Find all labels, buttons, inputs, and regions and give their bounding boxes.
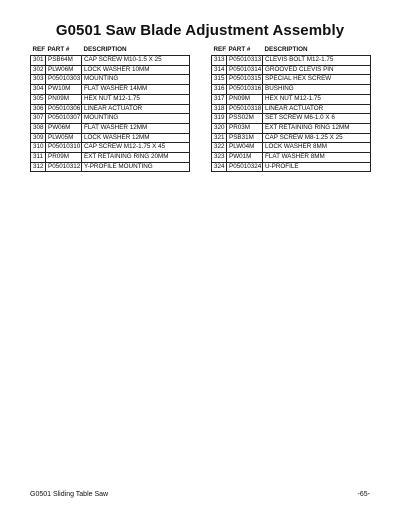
parts-table-left [30,44,190,172]
cell-part: PLW06M [46,65,82,75]
cell-part: PW10M [46,85,82,95]
cell-ref: 315 [212,75,227,85]
table-row [31,114,190,124]
table-row [212,94,371,104]
header-ref: REF [213,45,227,53]
cell-ref: 322 [212,143,227,153]
cell-part: P05010307 [46,114,82,124]
cell-description: Y-PROFILE MOUNTING [82,162,190,172]
table-row [212,75,371,85]
cell-ref: 312 [31,162,46,172]
cell-ref: 316 [212,85,227,95]
cell-description: CLEVIS BOLT M12-1.75 [263,56,371,66]
cell-description: FLAT WASHER 8MM [263,153,371,163]
table-header [31,44,190,56]
cell-ref: 317 [212,94,227,104]
cell-ref: 304 [31,85,46,95]
cell-ref: 308 [31,123,46,133]
cell-part: PW01M [227,153,263,163]
table-row [31,85,190,95]
table-row [31,123,190,133]
cell-ref: 324 [212,162,227,172]
cell-description: EXT RETAINING RING 12MM [263,123,371,133]
cell-part: PW06M [46,123,82,133]
table-row [212,85,371,95]
footer-page-number: -65- [357,491,370,498]
table-row [212,104,371,114]
table-row [31,65,190,75]
table-row [31,75,190,85]
cell-ref: 302 [31,65,46,75]
cell-part: P05010314 [227,65,263,75]
table-row [212,153,371,163]
table-row [31,143,190,153]
header-description: DESCRIPTION [83,45,127,53]
cell-part: P05010312 [46,162,82,172]
cell-description: EXT RETAINING RING 20MM [82,153,190,163]
cell-ref: 303 [31,75,46,85]
cell-part: PLW04M [227,143,263,153]
header-description: DESCRIPTION [264,45,308,53]
cell-part: P05010318 [227,104,263,114]
cell-part: PSS02M [227,114,263,124]
cell-part: P05010313 [227,56,263,66]
cell-ref: 305 [31,94,46,104]
cell-description: LOCK WASHER 8MM [263,143,371,153]
cell-ref: 306 [31,104,46,114]
table-header [212,44,371,56]
header-part: PART # [228,45,251,53]
table-row [212,123,371,133]
cell-part: P05010315 [227,75,263,85]
cell-description: FLAT WASHER 12MM [82,123,190,133]
footer-manual-name: G0501 Sliding Table Saw [30,491,109,498]
cell-ref: 301 [31,56,46,66]
table-row [31,133,190,143]
cell-description: BUSHING [263,85,371,95]
cell-ref: 320 [212,123,227,133]
cell-description: MOUNTING [82,114,190,124]
page-title: G0501 Saw Blade Adjustment Assembly [55,22,345,39]
cell-part: PN09M [227,94,263,104]
table-row [212,56,371,66]
cell-description: CAP SCREW M12-1.75 X 45 [82,143,190,153]
cell-part: PSB64M [46,56,82,66]
table-body-left [31,56,190,172]
cell-description: U-PROFILE [263,162,371,172]
cell-description: MOUNTING [82,75,190,85]
cell-description: HEX NUT M12-1.75 [263,94,371,104]
header-ref: REF [32,45,46,53]
cell-ref: 314 [212,65,227,75]
cell-ref: 311 [31,153,46,163]
table-row [212,114,371,124]
table-row [212,143,371,153]
cell-ref: 307 [31,114,46,124]
cell-ref: 321 [212,133,227,143]
cell-part: P05010316 [227,85,263,95]
cell-part: P05010306 [46,104,82,114]
cell-description: HEX NUT M12-1.75 [82,94,190,104]
table-row [31,56,190,66]
cell-description: LINEAR ACTUATOR [82,104,190,114]
cell-description: LOCK WASHER 12MM [82,133,190,143]
cell-part: P05010310 [46,143,82,153]
table-row [212,162,371,172]
cell-part: PR03M [227,123,263,133]
cell-part: PR09M [46,153,82,163]
cell-description: LOCK WASHER 10MM [82,65,190,75]
table-row [212,65,371,75]
parts-table-right [211,44,371,172]
header-part: PART # [47,45,70,53]
cell-ref: 309 [31,133,46,143]
cell-ref: 310 [31,143,46,153]
cell-description: CAP SCREW M8-1.25 X 25 [263,133,371,143]
cell-part: PSB31M [227,133,263,143]
table-row [212,133,371,143]
table-row [31,94,190,104]
cell-ref: 319 [212,114,227,124]
cell-ref: 313 [212,56,227,66]
cell-description: LINEAR ACTUATOR [263,104,371,114]
table-row [31,162,190,172]
table-body-right [212,56,371,172]
cell-part: PLW05M [46,133,82,143]
cell-description: FLAT WASHER 14MM [82,85,190,95]
cell-description: SET SCREW M6-1.0 X 6 [263,114,371,124]
cell-ref: 323 [212,153,227,163]
cell-part: P05010303 [46,75,82,85]
table-row [31,104,190,114]
cell-description: GROOVED CLEVIS PIN [263,65,371,75]
cell-part: PN09M [46,94,82,104]
cell-ref: 318 [212,104,227,114]
cell-description: CAP SCREW M10-1.5 X 25 [82,56,190,66]
cell-part: P05010324 [227,162,263,172]
cell-description: SPECIAL HEX SCREW [263,75,371,85]
table-row [31,153,190,163]
